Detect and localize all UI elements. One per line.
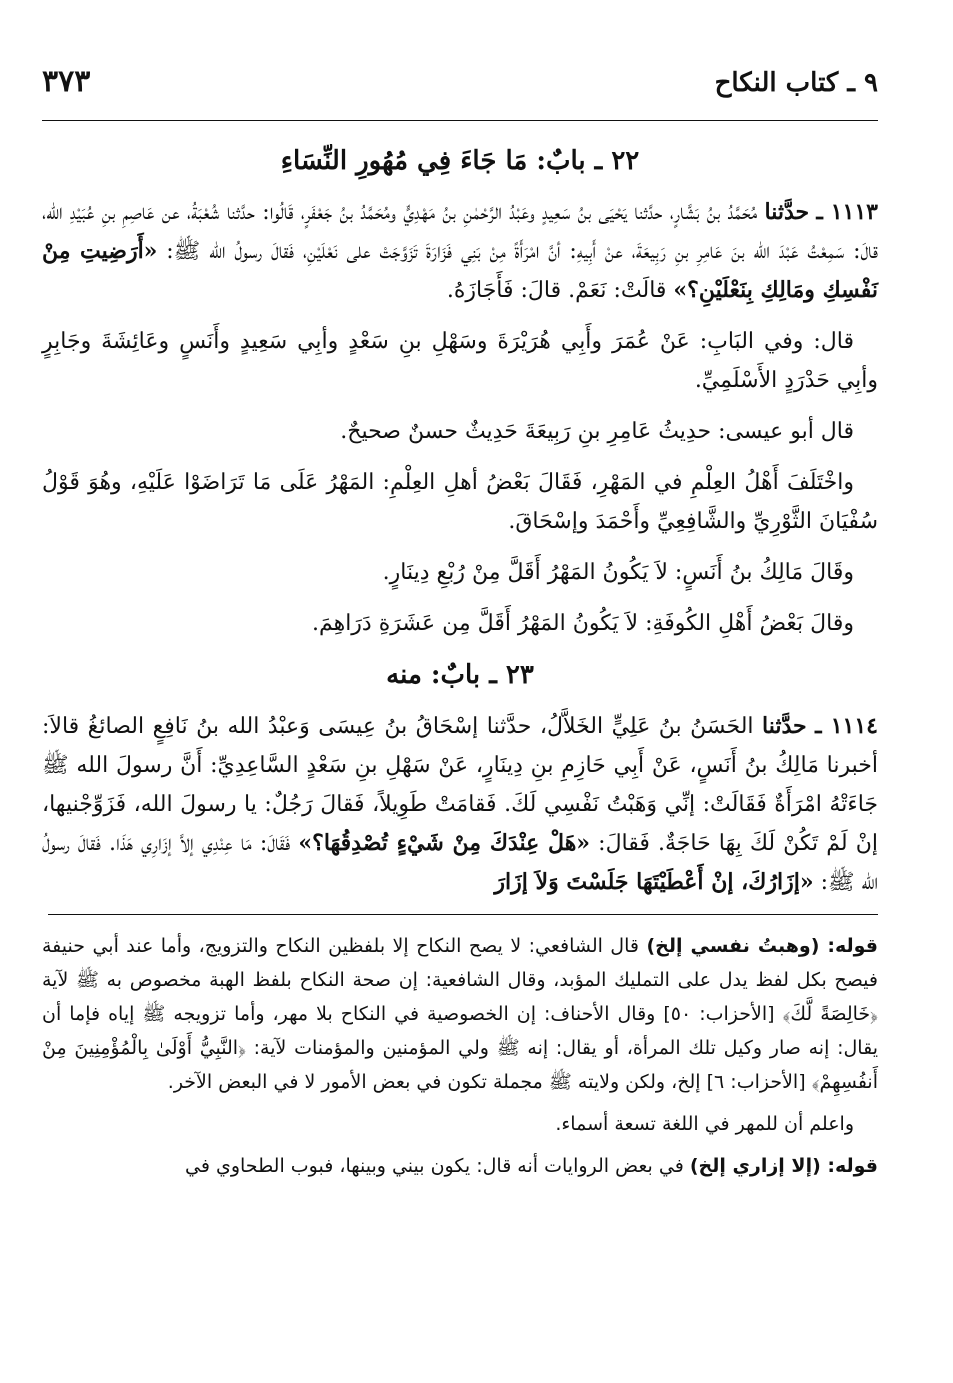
hadith-1113	[42, 193, 878, 310]
hadith-lead: حدَّثنا	[764, 199, 810, 225]
paragraph-kufa: وقالَ بَعْضُ أَهْلِ الكُوفَةِ: لاَ يَكُونُ المَهْرُ أَقَلَّ مِن عَشَرَةِ دَرَاهِمَ.	[311, 611, 854, 636]
main-text	[42, 121, 878, 1183]
hadith-lead: حدَّثنا	[762, 713, 807, 739]
chapter-23-heading: ٢٣ ـ بابٌ: منه	[386, 660, 534, 690]
book-page	[42, 60, 878, 1191]
footnote-lead: قوله: (وهبتُ نفسي إلخ)	[646, 935, 878, 957]
footnote-lead: قوله: (إلا إزاري إلخ)	[689, 1155, 878, 1177]
prophetic-quote: «إزَارُكَ، إنْ أَعْطَيْتَهَا جَلَسْتَ وَلاَ إزَارَ	[494, 869, 814, 895]
footnote	[42, 1107, 878, 1141]
paragraph-scholars-dispute: واخْتَلَفَ أَهْلُ العِلْمِ في المَهْرِ، فَقَالَ بَعْضُ أهلِ العِلْمِ: المَهْرُ عَلَى مَا تَرَاضَوْا عَلَيْهِ، وهُوَ قَوْلُ سُفْيَانَ الثَّوْرِيِّ والشَّافِعِيِّ وأَحْمَدَ وإسْحَاقَ.	[42, 470, 878, 534]
running-head: ٩ ـ كتاب النكاح	[714, 68, 878, 98]
hadith-text: فَقَالَ: مَا عِنْدِي إلاَّ إزَارِي هَذَا. فَقالَ رسولُ الله ﷺ:	[42, 831, 878, 895]
paragraph-malik: وقَالَ مَالِكُ بنُ أَنَسٍ: لاَ يَكُونُ المَهْرُ أَقَلَّ مِنْ رُبْعِ دِينَارٍ.	[382, 560, 854, 585]
hadith-number: ١١١٣ ـ	[816, 199, 878, 225]
prophetic-quote: «هَلْ عِنْدَكَ مِنْ شَيْءٍ تُصْدِقُهَا؟»	[298, 830, 591, 856]
footnote-text: واعلم أن للمهر في اللغة تسعة أسماء.	[555, 1113, 854, 1135]
footnote-text: في بعض الروايات أنه قال: يكون بيني وبينها، فبوب الطحاوي في	[185, 1155, 684, 1177]
hadith-1114	[42, 707, 878, 902]
footnote-text: قال الشافعي: لا يصح النكاح إلا بلفظين النكاح والتزويج، وأما عند أبي حنيفة فيصح بكل لفظ يدل على التمليك المؤبد، وقال الشافعية: إن صحة النكاح بلفظ الهبة مخصوص به ﷺ لآية ﴿خَالِصَةً لَّكَ﴾ [الأحزاب: ٥٠] وقال الأحناف: إن الخصوصية في النكاح بلا مهر، وأما تزويجه ﷺ إياه فإما أن يقال: إنه صار وكيل تلك المرأة، أو يقال: إنه ﷺ ولي المؤمنين والمؤمنات لآية: ﴿النَّبِيُّ أَوْلَىٰ بِالْمُؤْمِنِينَ مِنْ أَنفُسِهِمْ﴾ [الأحزاب: ٦] إلخ، ولكن ولايته ﷺ مجملة تكون في بعض الأمور لا في البعض الآخر.	[42, 935, 878, 1093]
page-header	[42, 60, 878, 121]
paragraph-in-chapter: قال: وفي البَابِ: عَنْ عُمَرَ وأَبِي هُرَيْرَةَ وسَهْلِ بنِ سَعْدٍ وأبِي سَعِيدٍ وأَنَسٍ وعَائِشَةَ وجَابِرٍ وأبِي حَدْرَدٍ الأَسْلَمِيِّ.	[42, 329, 878, 393]
footnote	[42, 1149, 878, 1183]
hadith-text: الحَسَنُ بنُ عَلِيٍّ الخَلاَّلُ، حدَّثنا إسْحَاقُ بنُ عِيسَى وَعبْدُ الله بنُ نَافِعٍ الصائغُ قالاَ: أخبرنا مَالِكُ بنُ أَنَسٍ، عَنْ أَبِي حَازِمِ بنِ دِينَارٍ، عَنْ سَهْلِ بنِ سَعْدٍ السَّاعِدِيِّ: أَنَّ رسولَ الله ﷺ جَاءَتْهُ امْرَأَةٌ فَقَالَتْ: إنِّي وَهَبْتُ نَفْسِي لَكَ. فَقامَتْ طَوِيلاً، فَقالَ رَجُلٌ: يا رسولَ الله، فَزَوِّجْنيها، إنْ لَمْ تَكُنْ لَكَ بِهَا حَاجَةٌ. فَقالَ:	[42, 714, 878, 856]
footnote-divider	[48, 914, 878, 915]
hadith-number: ١١١٤ ـ	[815, 713, 878, 739]
hadith-text: قالَتْ: نَعَمْ. قالَ: فَأَجَازَهُ.	[446, 278, 667, 303]
page-number: ٣٧٣	[42, 64, 91, 99]
prophetic-quote: «أَرَضِيتِ مِنْ نَفْسِكِ ومَالِكِ بِنَعْلَيْنِ؟»	[42, 238, 878, 303]
hadith-text: مُحَمَّدُ بنُ بَشَّارٍ، حدَّثنا يَحْيَى بنُ سَعِيدٍ وعَبْدُ الرَّحْمٰنِ بنُ مَهْدِيٍّ ومُحَمَّدُ بنُ جَعْفَرٍ، قَالُوا: حدَّثنا شُعْبَةُ، عن عَاصِمِ بنِ عُبَيْدِ الله، قالَ: سَمِعْتُ عَبْدَ الله بنَ عَامِرِ بنِ رَبِيعَةَ، عنْ أَبِيهِ: أنَّ امْرَأَةً مِنْ بَنِي فَزَارَةَ تَزَوَّجَتْ على نَعْلَيْنِ، فَقالَ رسولُ الله ﷺ:	[42, 200, 878, 264]
paragraph-abu-isa: قال أبو عيسى: حدِيثُ عَامِرِ بنِ رَبِيعَةَ حَدِيثٌ حسنٌ صحيحٌ.	[340, 419, 854, 444]
chapter-22-heading: ٢٢ ـ بابٌ: مَا جَاءَ فِي مُهُورِ النِّسَاءِ	[280, 146, 640, 176]
footnote	[42, 929, 878, 1099]
